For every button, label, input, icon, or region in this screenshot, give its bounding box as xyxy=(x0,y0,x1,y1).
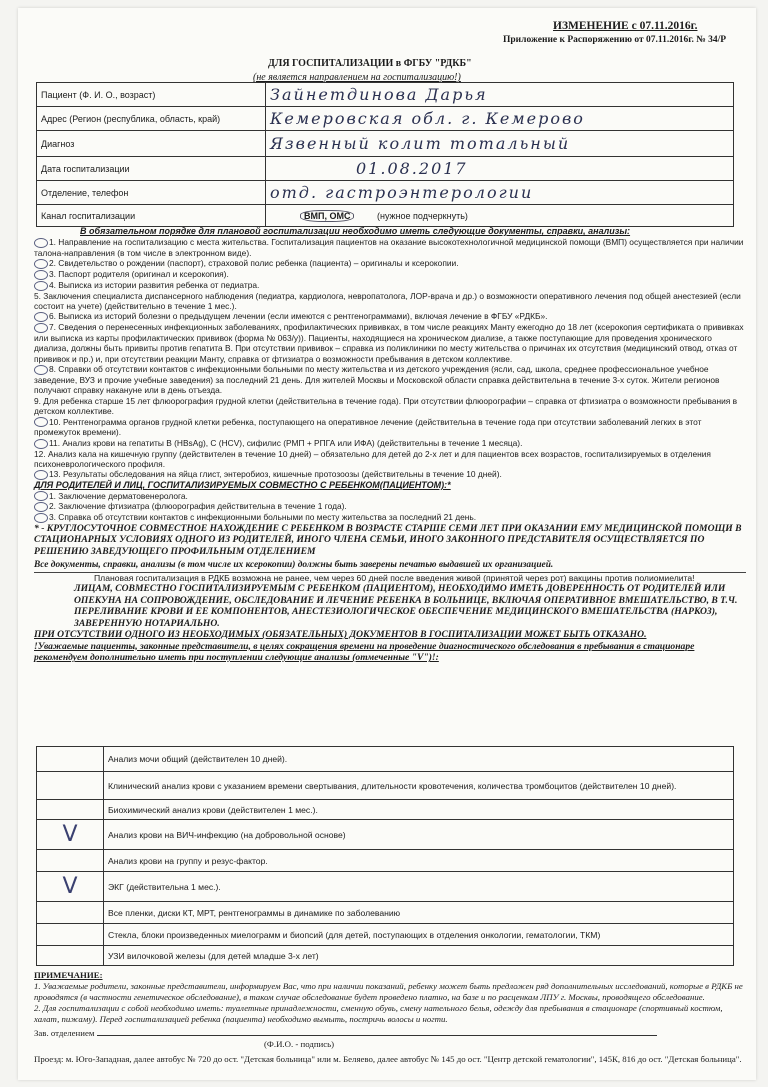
check-circle-icon xyxy=(34,323,48,333)
check-circle-icon xyxy=(34,312,48,322)
head-of-dept-line xyxy=(34,1028,746,1039)
test-name: Все пленки, диски КТ, МРТ, рентгенограммы в динамике по заболеванию xyxy=(104,902,734,924)
check-circle-icon xyxy=(34,259,48,269)
parent-doc-item: 3. Справка об отсутствии контактов с инфекционными больными по месту жительства за последний 21 день. xyxy=(34,512,746,523)
note-genetics: 1. Уважаемые родители, законные представители, информируем Вас, что при наличии показаний, ребенку может быть предложен ряд дополнительных исследований, которые в РДКБ не проводятся (в частности генетическое обследование), в таком случае обследование будет проведено платно, на базе и по расценкам ЛПУ г. Москвы, проводящего обследование. xyxy=(34,981,743,1002)
check-circle-icon xyxy=(34,270,48,280)
test-checkbox[interactable]: V xyxy=(37,872,104,902)
admission-date-row xyxy=(37,157,734,181)
address-row xyxy=(37,107,734,131)
test-name: Анализ крови на ВИЧ-инфекцию (на добровольной основе) xyxy=(104,820,734,850)
doc-item: 1. Направление на госпитализацию с места жительства. Госпитализация пациентов на оказание высокотехнологичной медицинской помощи (ВМП) осуществляется при наличии талона-направления (в том числе в электронном виде). xyxy=(34,237,744,258)
admission-date-field[interactable]: 01.08.2017 xyxy=(356,159,468,178)
check-circle-icon xyxy=(34,502,48,512)
test-row xyxy=(37,800,734,820)
address-field[interactable]: Кемеровская обл. г. Кемерово xyxy=(270,109,585,128)
diagnosis-row xyxy=(37,131,734,157)
doc-item: 8. Справки об отсутствии контактов с инфекционными больными по месту жительства и из детского учреждения (ясли, сад, школа, среднее профессиональное учебное заведение, ВУЗ и прочие учебные заведения) за последний 21 день. Для жителей Москвы и Московской области справка действительна в течение 3-х суток. Жители регионов получают справку накануне или в день отъезда. xyxy=(34,364,720,396)
doc-item: 6. Выписка из историй болезни о предыдущем лечении (если имеются с рентгенограммами), включая лечение в ФГБУ «РДКБ». xyxy=(34,311,746,322)
test-checkbox[interactable] xyxy=(37,946,104,966)
test-checkbox[interactable] xyxy=(37,747,104,772)
doc-item: 11. Анализ крови на гепатиты В (HBsAg), С (HCV), сифилис (РМП + РПГА или ИФА) (действительны в течение 1 месяца). xyxy=(34,438,746,449)
diagnosis-label: Диагноз xyxy=(37,131,266,157)
doc-item: 12. Анализ кала на кишечную группу (действителен в течение 10 дней) – обязательно для детей до 2-х лет и для пациентов всех возрастов, госпитализируемых в отделения психоневрологического профиля. xyxy=(34,448,711,469)
doc-item: 3. Паспорт родителя (оригинал и ксерокопия). xyxy=(34,269,746,280)
department-label: Отделение, телефон xyxy=(37,181,266,205)
test-row xyxy=(37,820,734,850)
parent-doc-item: 1. Заключение дерматовенеролога. xyxy=(34,491,746,502)
parents-heading: ДЛЯ РОДИТЕЛЕЙ И ЛИЦ, ГОСПИТАЛИЗИРУЕМЫХ СОВМЕСТНО С РЕБЕНКОМ(ПАЦИЕНТОМ):* xyxy=(34,480,451,491)
doc-item: 4. Выписка из истории развития ребенка от педиатра. xyxy=(34,280,746,291)
check-circle-icon xyxy=(34,238,48,248)
channel-value[interactable]: ВМП, ОМС xyxy=(300,210,354,222)
test-checkbox[interactable] xyxy=(37,924,104,946)
check-circle-icon xyxy=(34,439,48,449)
vaccine-note: Плановая госпитализация в РДКБ возможна не ранее, чем через 60 дней после введения живой (принятой через рот) вакцины против полиомиелита! xyxy=(94,572,695,583)
doc-item: 5. Заключения специалиста диспансерного наблюдения (педиатра, кардиолога, невропатолога, ЛОР-врача и др.) о возможности оперативного лечения под общей анестезией (если состоит на учете) (действительно в течение 1 мес.). xyxy=(34,290,741,311)
note-belongings: 2. Для госпитализации с собой необходимо иметь: туалетные принадлежности, сменную обувь, смену нательного белья, одежду для пребывания в стационаре (спортивный костюм, халат, пижаму). Перед госпитализацией ребенка (пациента) необходимо вымыть, постричь волосы и ногти. xyxy=(34,1003,723,1024)
patient-name-field[interactable]: Зайнетдинова Дарья xyxy=(270,85,488,104)
signature-caption: (Ф.И.О. - подпись) xyxy=(264,1039,335,1049)
test-name: УЗИ вилочковой железы (для детей младше 3-х лет) xyxy=(104,946,734,966)
test-checkbox[interactable] xyxy=(37,772,104,800)
test-row xyxy=(37,946,734,966)
parent-doc-item: 2. Заключение фтизиатра (флюорография действительна в течение 1 года). xyxy=(34,501,746,512)
form-title: ДЛЯ ГОСПИТАЛИЗАЦИИ в ФГБУ "РДКБ" xyxy=(268,58,472,69)
channel-label: Канал госпитализации xyxy=(37,205,266,227)
signature-line[interactable] xyxy=(97,1035,657,1036)
patient-label: Пациент (Ф. И. О., возраст) xyxy=(37,83,266,107)
check-circle-icon xyxy=(34,470,48,480)
check-circle-icon xyxy=(34,417,48,427)
check-circle-icon xyxy=(34,281,48,291)
form-subtitle: (не является направлением на госпитализацию!) xyxy=(253,72,461,83)
department-field[interactable]: отд. гастроэнтерологии xyxy=(270,183,534,202)
attorney-note: ЛИЦАМ, СОВМЕСТНО ГОСПИТАЛИЗИРУЕМЫМ С РЕБЕНКОМ (ПАЦИЕНТОМ), НЕОБХОДИМО ИМЕТЬ ДОВЕРЕННОСТЬ ОТ РОДИТЕЛЕЙ ИЛИ ОПЕКУНА НА СОПРОВОЖДЕНИЕ, ОБСЛЕДОВАНИЕ И ЛЕЧЕНИЕ РЕБЕНКА В БОЛЬНИЦЕ, ВКЛЮЧАЯ ОПЕРАТИВНОЕ ВМЕШАТЕЛЬСТВО, В Т.Ч. ПЕРЕЛИВАНИЕ КРОВИ И ЕЕ КОМПОНЕНТОВ, АНЕСТЕЗИОЛОГИЧЕСКОЕ ОБЕСПЕЧЕНИЕ МЕДИЦИНСКОГО ВМЕШАТЕЛЬСТВА (НАРКОЗ), ЗАВЕРЕННУЮ НОТАРИАЛЬНО. xyxy=(74,583,738,629)
test-checkbox[interactable] xyxy=(37,800,104,820)
patient-info-table xyxy=(36,82,734,227)
check-circle-icon xyxy=(34,365,48,375)
doc-item: 2. Свидетельство о рождении (паспорт), страховой полис ребенка (пациента) – оригиналы и ксерокопии. xyxy=(34,258,746,269)
test-checkbox[interactable] xyxy=(37,850,104,872)
test-row xyxy=(37,872,734,902)
test-name: Биохимический анализ крови (действителен 1 мес.). xyxy=(104,800,734,820)
directions: Проезд: м. Юго-Западная, далее автобус № 720 до ост. "Детская больница" или м. Беляево, далее автобус № 145 до ост. "Центр детской гематологии", 145К, 816 до ост. "Детская больница". xyxy=(34,1054,742,1064)
diagnosis-field[interactable]: Язвенный колит тотальный xyxy=(270,134,571,153)
doc-item: 10. Рентгенограмма органов грудной клетки ребенка, поступающего на оперативное лечение (действительна в течение года при отсутствии заболеваний легких в этот промежуток времени). xyxy=(34,416,702,438)
refusal-note: ПРИ ОТСУТСТВИИ ОДНОГО ИЗ НЕОБХОДИМЫХ (ОБЯЗАТЕЛЬНЫХ) ДОКУМЕНТОВ В ГОСПИТАЛИЗАЦИИ МОЖЕТ БЫТЬ ОТКАЗАНО. xyxy=(34,629,647,641)
cohabitation-footnote: * - КРУГЛОСУТОЧНОЕ СОВМЕСТНОЕ НАХОЖДЕНИЕ С РЕБЕНКОМ В ВОЗРАСТЕ СТАРШЕ СЕМИ ЛЕТ ПРИ ОКАЗАНИИ ЕМУ МЕДИЦИНСКОЙ ПОМОЩИ В СТАЦИОНАРНЫХ УСЛОВИЯХ ОДНОГО ИЗ РОДИТЕЛЕЙ, ИНОГО ЧЛЕНА СЕМЬИ, ИНОГО ЗАКОННОГО ПРЕДСТАВИТЕЛЯ ОСУЩЕСТВЛЯЕТСЯ ПО РЕШЕНИЮ ЗАВЕДУЮЩЕГО ПРОФИЛЬНЫМ ОТДЕЛЕНИЕМ xyxy=(34,522,742,557)
channel-row xyxy=(37,205,734,227)
docs-intro: В обязательном порядке для плановой госпитализации необходимо иметь следующие документы, справки, анализы: xyxy=(80,226,631,236)
test-row xyxy=(37,924,734,946)
test-row xyxy=(37,747,734,772)
notes-heading: ПРИМЕЧАНИЕ: xyxy=(34,970,103,980)
test-checkbox[interactable] xyxy=(37,902,104,924)
head-of-dept-label: Зав. отделением xyxy=(34,1028,95,1038)
admission-date-label: Дата госпитализации xyxy=(37,157,266,181)
appendix-reference: Приложение к Распоряжению от 07.11.2016г. № 34/Р xyxy=(503,35,727,45)
doc-item: 7. Сведения о перенесенных инфекционных заболеваниях, профилактических прививках, в том числе реакциях Манту ежегодно до 18 лет (ксерокопия сертификата о прививках или выписка из карты профилактических прививок (форма № 063/у)). Пациенты, находящиеся на хроническом диализе, а также поступающие для проведения хронического диализа, должны быть привиты против гепатита В. При отсутствии прививок – справка из поликлиники по месту жительства о причинах их отсутствия (медицинский отвод, отказ от прививок и пр.) и, при отсутствии реакции Манту, справка от фтизиатра о возможности пребывания в детском коллективе. xyxy=(34,322,744,364)
test-name: ЭКГ (действительна 1 мес.). xyxy=(104,872,734,902)
doc-item: 13. Результаты обследования на яйца глист, энтеробиоз, кишечные протозоозы (действительны в течение 10 дней). xyxy=(34,469,746,480)
channel-hint: (нужное подчеркнуть) xyxy=(376,210,468,221)
notes-section xyxy=(34,970,746,1065)
test-row xyxy=(37,772,734,800)
test-row xyxy=(37,850,734,872)
recommended-tests-table xyxy=(36,746,734,966)
department-row xyxy=(37,181,734,205)
recommend-note: !Уважаемые пациенты, законные представители, в целях сокращения времени на проведение диагностического обследования в пребывания в стационаре рекомендуем дополнительно иметь при поступлении следующие анализы (отмеченные "V")!: xyxy=(34,640,695,664)
test-name: Анализ мочи общий (действителен 10 дней). xyxy=(104,747,734,772)
test-name: Стекла, блоки произведенных миелограмм и биопсий (для детей, поступающих в отделения онкологии, гематологии, ТКМ) xyxy=(104,924,734,946)
doc-item: 9. Для ребенка старше 15 лет флюорография грудной клетки (действительна в течение года). При отсутствии флюорографии – справка от фтизиатра о возможности пребывания в детском коллективе. xyxy=(34,395,738,417)
test-name: Клинический анализ крови с указанием времени свертывания, длительности кровотечения, количества тромбоцитов (действителен 10 дней). xyxy=(104,772,734,800)
test-checkbox[interactable]: V xyxy=(37,820,104,850)
test-name: Анализ крови на группу и резус-фактор. xyxy=(104,850,734,872)
check-circle-icon xyxy=(34,513,48,523)
change-date-header: ИЗМЕНЕНИЕ с 07.11.2016г. xyxy=(553,20,698,32)
required-documents-list xyxy=(34,237,746,664)
test-row xyxy=(37,902,734,924)
check-circle-icon xyxy=(34,491,48,501)
certified-note: Все документы, справки, анализы (в том числе их ксерокопии) должны быть заверены печатью выдавшей их организацией. xyxy=(34,560,746,572)
address-label: Адрес (Регион (республика, область, край) xyxy=(37,107,266,131)
form-page xyxy=(18,8,756,1080)
patient-row xyxy=(37,83,734,107)
